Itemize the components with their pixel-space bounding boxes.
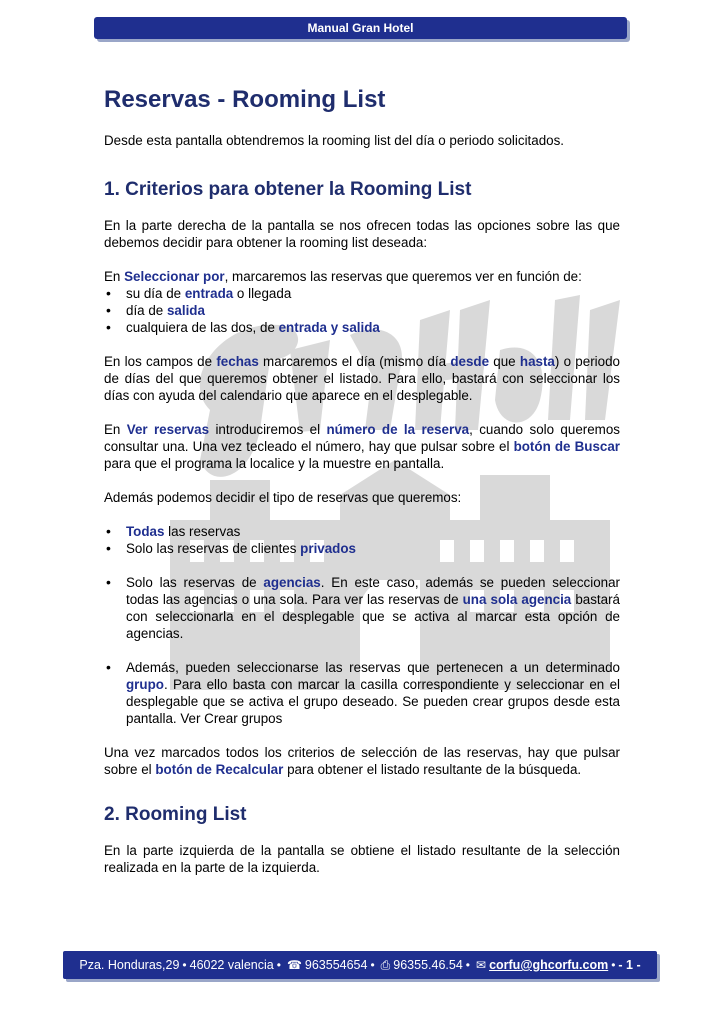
header-bar bbox=[94, 17, 627, 39]
footer-address: Pza. Honduras,29 bbox=[79, 958, 180, 972]
text: Solo las reservas de clientes bbox=[126, 541, 301, 556]
text: bastará con seleccionarla en el desplegable que se activa al marcar esta opción de agencias. bbox=[126, 592, 620, 641]
text: marcaremos el día (mismo día bbox=[258, 354, 451, 369]
list-item bbox=[104, 523, 620, 540]
header-title: Manual Gran Hotel bbox=[307, 21, 414, 35]
section2-title: 2. Rooming List bbox=[104, 804, 247, 825]
text: para que el programa la localice y la muestre en pantalla. bbox=[104, 456, 445, 471]
list-item bbox=[104, 574, 620, 642]
separator: • bbox=[465, 958, 470, 972]
separator: • bbox=[611, 958, 616, 972]
footer-phone: 963554654 bbox=[304, 958, 368, 972]
keyword: fechas bbox=[216, 354, 259, 369]
keyword-seleccionar-por: Seleccionar por bbox=[124, 269, 225, 284]
fax-icon: ⎙ bbox=[380, 957, 391, 972]
document-body bbox=[104, 84, 620, 893]
text: Además, pueden seleccionarse las reservas que pertenecen a un determinado bbox=[126, 660, 620, 675]
intro-paragraph: Desde esta pantalla obtendremos la rooming list del día o periodo solicitados. bbox=[104, 133, 565, 148]
text: , cuando solo queremos consultar una. Una vez tecleado el número, hay que pulsar sobre el bbox=[104, 422, 620, 454]
section1-title: 1. Criterios para obtener la Rooming List bbox=[104, 179, 472, 200]
text: Una vez marcados todos los criterios de selección de las reservas, hay que pulsar sobre el bbox=[104, 745, 620, 777]
text: En bbox=[104, 422, 127, 437]
text: . En este caso, además se pueden seleccionar todas las agencias o una sola. Para ver las reservas de bbox=[126, 575, 621, 607]
agencies-list bbox=[104, 574, 620, 642]
keyword: agencias bbox=[263, 575, 321, 590]
envelope-icon: ✉ bbox=[476, 958, 487, 972]
page-title: Reservas - Rooming List bbox=[104, 86, 386, 113]
section1-paragraph-4 bbox=[104, 421, 620, 472]
keyword: entrada y salida bbox=[278, 320, 380, 335]
keyword: privados bbox=[300, 541, 356, 556]
keyword: número de la reserva bbox=[326, 422, 470, 437]
section2-paragraph-1: En la parte izquierda de la pantalla se obtiene el listado resultante de la selección realizada en la parte de la izquierda. bbox=[104, 843, 620, 875]
groups-list bbox=[104, 659, 620, 727]
text: ) o periodo de días del que queremos obtener el listado. Para ello, bastará con seleccionar los días con ayuda del calendario que aparece en el desplegable. bbox=[104, 354, 620, 403]
text: las reservas bbox=[164, 524, 241, 539]
reservation-type-list bbox=[104, 523, 620, 557]
section1-paragraph-1: En la parte derecha de la pantalla se nos ofrecen todas las opciones sobre las que debemos decidir para obtener la rooming list deseada: bbox=[104, 218, 620, 250]
keyword: una sola agencia bbox=[462, 592, 572, 607]
section1-paragraph-5: Además podemos decidir el tipo de reservas que queremos: bbox=[104, 490, 462, 505]
keyword: salida bbox=[166, 303, 205, 318]
text: o llegada bbox=[233, 286, 292, 301]
text: En bbox=[104, 269, 125, 284]
keyword: entrada bbox=[184, 286, 234, 301]
separator: • bbox=[370, 958, 375, 972]
keyword: hasta bbox=[519, 354, 555, 369]
entry-type-list bbox=[104, 285, 620, 336]
footer-postal: 46022 valencia bbox=[189, 958, 274, 972]
text: para obtener el listado resultante de la búsqueda. bbox=[283, 762, 582, 777]
section1-paragraph-3 bbox=[104, 353, 620, 404]
separator: • bbox=[276, 958, 281, 972]
list-item bbox=[104, 659, 620, 727]
text: En los campos de bbox=[104, 354, 217, 369]
footer-bar bbox=[63, 951, 657, 979]
keyword: botón de Recalcular bbox=[155, 762, 284, 777]
text: Solo las reservas de bbox=[126, 575, 264, 590]
phone-icon: ☎ bbox=[286, 958, 302, 972]
keyword: Ver reservas bbox=[126, 422, 210, 437]
separator: • bbox=[182, 958, 187, 972]
keyword: desde bbox=[450, 354, 490, 369]
text: su día de bbox=[126, 286, 185, 301]
text: . Para ello basta con marcar la casilla correspondiente y seleccionar en el desplegable que se activa el grupo deseado. Se pueden crear grupos desde esta pantalla. Ver Crear grupos bbox=[126, 677, 620, 726]
footer-email-link[interactable]: corfu@ghcorfu.com bbox=[489, 958, 609, 972]
text: que bbox=[489, 354, 520, 369]
list-item bbox=[104, 285, 620, 302]
list-item bbox=[104, 302, 620, 319]
list-item bbox=[104, 540, 620, 557]
keyword: botón de Buscar bbox=[513, 439, 620, 454]
footer-fax: 96355.46.54 bbox=[393, 958, 463, 972]
keyword: grupo bbox=[126, 677, 164, 692]
list-item bbox=[104, 319, 620, 336]
section1-paragraph-6 bbox=[104, 744, 620, 778]
keyword: Todas bbox=[126, 524, 165, 539]
page-number: - 1 - bbox=[618, 958, 641, 972]
text: cualquiera de las dos, de bbox=[126, 320, 279, 335]
text: día de bbox=[126, 303, 167, 318]
section1-paragraph-2 bbox=[104, 268, 620, 285]
text: introduciremos el bbox=[209, 422, 327, 437]
text: , marcaremos las reservas que queremos ver en función de: bbox=[224, 269, 582, 284]
